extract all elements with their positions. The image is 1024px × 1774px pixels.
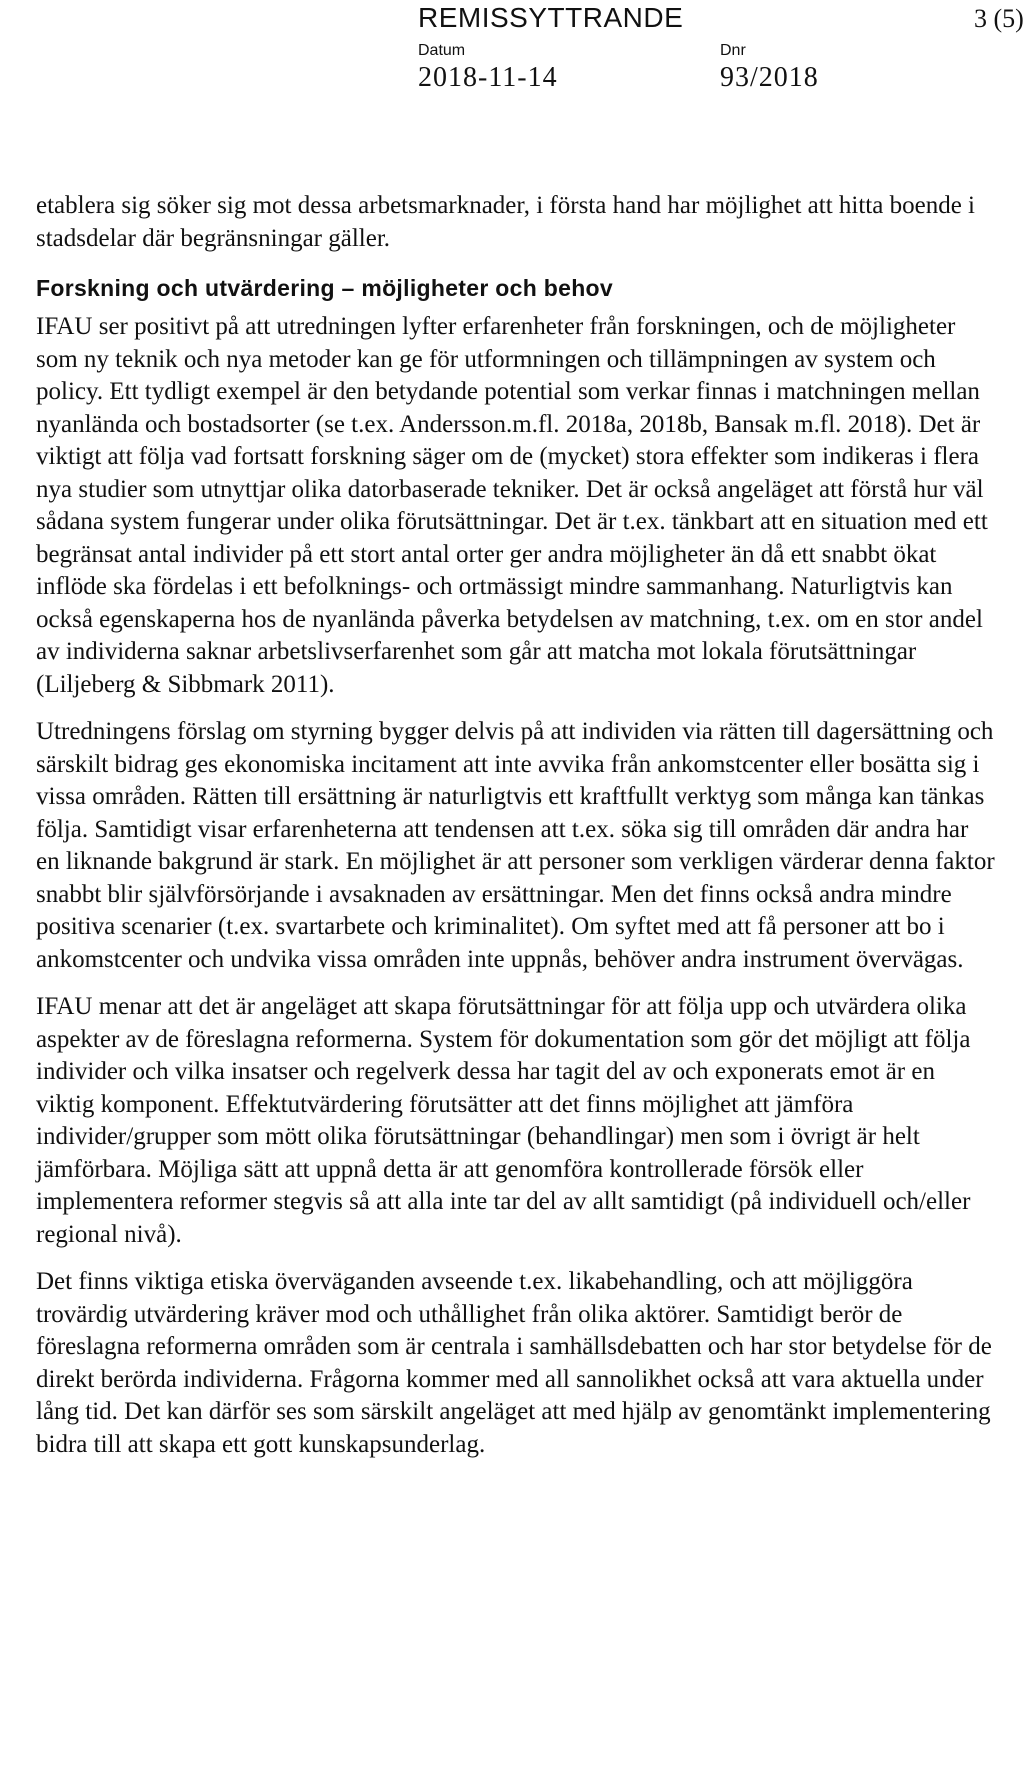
page-number: 3 (5) <box>974 4 1024 33</box>
dnr-value: 93/2018 <box>720 62 819 93</box>
dnr-label: Dnr <box>720 42 746 59</box>
paragraph-3: IFAU menar att det är angeläget att skapa förutsättningar för att följa upp och utvärdera olika aspekter av de föreslagna reformerna. System för dokumentation som gör det möjligt att följa individer och vilka insatser och regelverk dessa har tagit del av och exponerats emot är en viktig komponent. Effektutvärdering förutsätter att det finns möjlighet att jämföra individer/grupper som mött olika förutsättningar (behandlingar) men som i övrigt är helt jämförbara. Möjliga sätt att uppnå detta är att genomföra kontrollerade försök eller implementera reformer stegvis så att alla inte tar del av allt samtidigt (på individuell och/eller regional nivå). <box>36 993 971 1248</box>
document-body <box>36 190 996 1476</box>
date-value: 2018-11-14 <box>418 62 558 93</box>
paragraph-4: Det finns viktiga etiska överväganden avseende t.ex. likabehandling, och att möjliggöra trovärdig utvärdering kräver mod och uthållighet från olika aktörer. Samtidigt berör de föreslagna reformerna områden som är centrala i samhällsdebatten och har stor betydelse för de direkt berörda individerna. Frågorna kommer med all sannolikhet också att vara aktuella under lång tid. Det kan därför ses som särskilt angeläget att med hjälp av genomtänkt implementering bidra till att skapa ett gott kunskapsunderlag. <box>36 1268 992 1458</box>
date-label: Datum <box>418 42 466 59</box>
intro-paragraph: etablera sig söker sig mot dessa arbetsmarknader, i första hand har möjlighet att hitta boende i stadsdelar där begränsningar gäller. <box>36 192 975 252</box>
document-type: REMISSYTTRANDE <box>418 2 684 33</box>
page-header <box>0 0 1024 110</box>
paragraph-1: IFAU ser positivt på att utredningen lyfter erfarenheter från forskningen, och de möjligheter som ny teknik och nya metoder kan ge för utformningen och tillämpningen av system och policy. Ett tydligt exempel är den betydande potential som verkar finnas i matchningen mellan nyanlända och bostadsorter (se t.ex. Andersson.m.fl. 2018a, 2018b, Bansak m.fl. 2018). Det är viktigt att följa vad fortsatt forskning säger om de (mycket) stora effekter som indikeras i flera nya studier som utnyttjar olika datorbaserade tekniker. Det är också angeläget att förstå hur väl sådana system fungerar under olika förutsättningar. Det är t.ex. tänkbart att en situation med ett begränsat antal individer på ett stort antal orter ger andra möjligheter än då ett snabbt ökat inflöde ska fördelas i ett befolknings- och ortmässigt mindre sammanhang. Naturligtvis kan också egenskaperna hos de nyanlända påverka betydelsen av matchning, t.ex. om en stor andel av individerna saknar arbetslivserfarenhet som går att matcha mot lokala förutsättningar (Liljeberg & Sibbmark 2011). <box>36 313 988 698</box>
paragraph-2: Utredningens förslag om styrning bygger delvis på att individen via rätten till dagersättning och särskilt bidrag ges ekonomiska incitament att inte avvika från ankomstcenter eller bosätta sig i vissa områden. Rätten till ersättning är naturligtvis ett kraftfullt verktyg som många kan tänkas följa. Samtidigt visar erfarenheterna att tendensen att t.ex. söka sig till områden där andra har en liknande bakgrund är stark. En möjlighet är att personer som verkligen värderar denna faktor snabbt blir självförsörjande i avsaknaden av ersättningar. Men det finns också andra mindre positiva scenarier (t.ex. svartarbete och kriminalitet). Om syftet med att få personer att bo i ankomstcenter och undvika vissa områden inte uppnås, behöver andra instrument övervägas. <box>36 718 995 973</box>
section-heading: Forskning och utvärdering – möjligheter och behov <box>36 275 613 301</box>
